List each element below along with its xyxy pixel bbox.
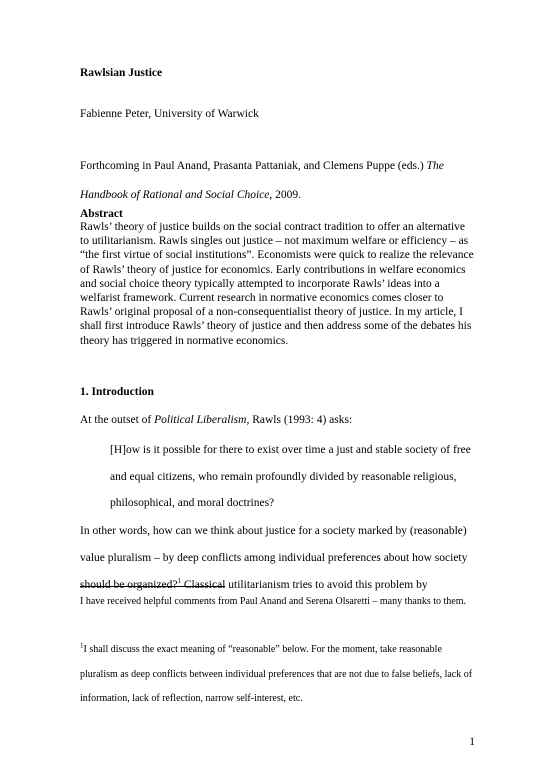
- section-heading: 1. Introduction: [80, 386, 154, 398]
- block-quote: [H]ow is it possible for there to exist over time a just and stable society of free and equal citizens, who remain profoundly divided by reasonable religious, philosophical, and moral doctrines?: [110, 444, 471, 509]
- page-number: 1: [469, 736, 475, 748]
- intro-paragraph: [80, 413, 475, 427]
- abstract-body: Rawls’ theory of justice builds on the social contract tradition to offer an alternative to utilitarianism. Rawls singles out justice – not maximum welfare or efficiency – as “the first virtue of social institutions”. Economists were quick to realize the relevance of Rawls’ theory of justice for economics. Early contributions in welfare economics and social choice theory typically attempted to incorporate Rawls’ ideas into a welfarist framework. Current research in normative economics comes closer to Rawls’ original proposal of a non-consequentialist theory of justice. In my article, I shall first introduce Rawls’ theory of justice and then address some of the debates his theory has triggered in normative economics.: [80, 221, 474, 347]
- author-line: Fabienne Peter, University of Warwick: [80, 108, 259, 120]
- abstract-heading: Abstract: [80, 208, 123, 220]
- publication-note: [80, 152, 475, 210]
- footnote-marker[interactable]: 1: [177, 577, 182, 586]
- footnote-1-marker: 1: [80, 641, 84, 650]
- paper-title: Rawlsian Justice: [80, 67, 163, 79]
- paragraph-text-after: Classical utilitarianism tries to avoid this problem by: [181, 579, 428, 591]
- intro-suffix: , Rawls (1993: 4) asks:: [246, 414, 353, 426]
- publication-book-title: The Handbook of Rational and Social Choice: [80, 160, 444, 201]
- footnote-rule: [80, 586, 225, 587]
- footnote-1-text: I shall discuss the exact meaning of “reasonable” below. For the moment, take reasonable pluralism as deep conflicts between individual preferences that are not due to false beliefs, lack of information, lack of reflection, narrow self-interest, etc.: [80, 644, 473, 704]
- footnote-acknowledgement: I have received helpful comments from Paul Anand and Serena Olsaretti – many thanks to them.: [80, 596, 467, 607]
- publication-suffix: , 2009.: [269, 189, 302, 201]
- intro-prefix: At the outset of: [80, 414, 155, 426]
- paragraph-text-before: In other words, how can we think about justice for a society marked by (reasonable) value pluralism – by deep conflicts among individual preferences about how society should be organized?: [80, 525, 468, 591]
- publication-prefix: Forthcoming in Paul Anand, Prasanta Pattaniak, and Clemens Puppe (eds.): [80, 160, 427, 172]
- intro-book-title: Political Liberalism: [154, 414, 247, 426]
- footnote-1: [80, 638, 475, 712]
